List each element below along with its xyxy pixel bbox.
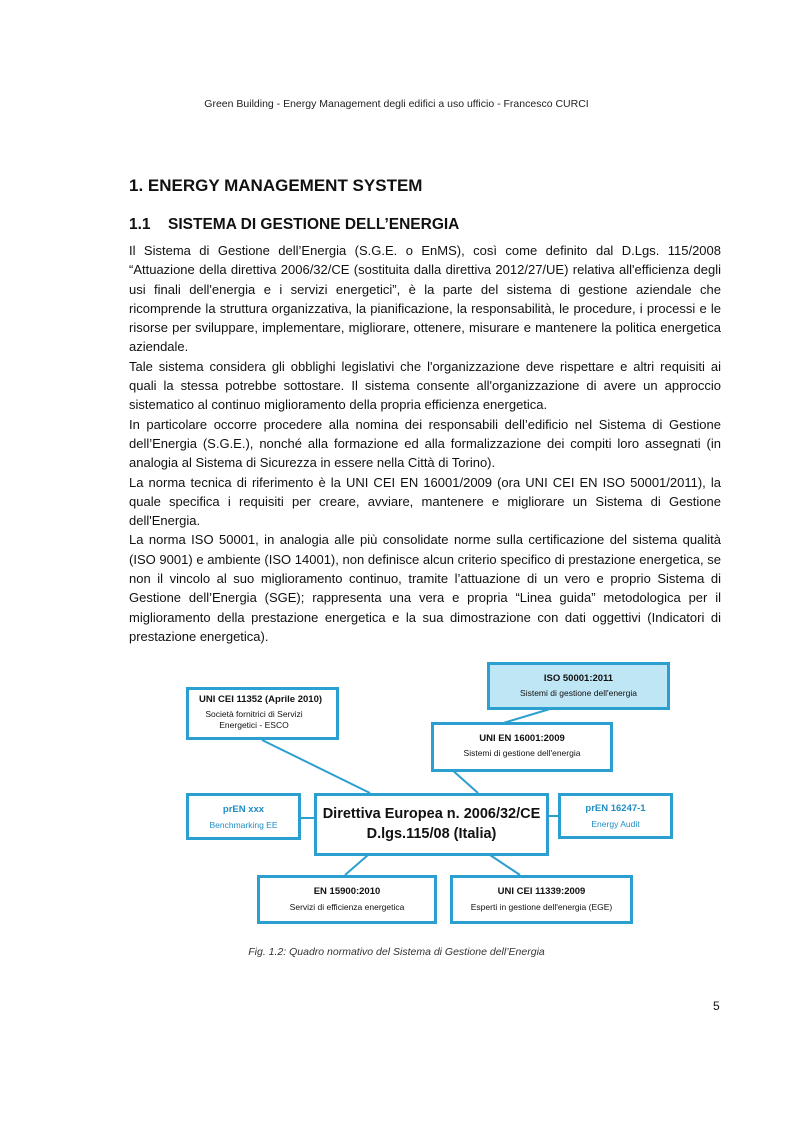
diagram-box-uni-cei-11352 bbox=[186, 687, 339, 740]
section-title-text: SISTEMA DI GESTIONE DELL’ENERGIA bbox=[168, 216, 460, 233]
page-header: Green Building - Energy Management degli edifici a uso ufficio - Francesco CURCI bbox=[204, 98, 589, 110]
connector-line bbox=[262, 740, 370, 793]
figure-caption: Fig. 1.2: Quadro normativo del Sistema di Gestione dell’Energia bbox=[248, 946, 545, 958]
body-text bbox=[129, 241, 721, 646]
diagram-box-uni-en-16001 bbox=[431, 722, 613, 772]
box-title: prEN 16247-1 bbox=[585, 803, 646, 814]
paragraph: Il Sistema di Gestione dell’Energia (S.G.E. o EnMS), così come definito dal D.Lgs. 115/2008 “Attuazione della direttiva 2006/32/CE (sostituita dalla direttiva 2012/27/UE) relativa all'efficienza degli usi finali dell'energia e i servizi energetici”, è la parte del sistema di gestione aziendale che ricomprende la struttura organizzativa, la pianificazione, la responsabilità, le procedure, i processi e le risorse per sviluppare, implementare, migliorare, ottenere, misurare e mantenere la politica energetica aziendale. bbox=[129, 243, 721, 355]
section-number: 1.1 bbox=[129, 216, 151, 233]
chapter-title: 1. ENERGY MANAGEMENT SYSTEM bbox=[129, 176, 423, 195]
box-subtitle: D.lgs.115/08 (Italia) bbox=[366, 826, 497, 842]
paragraph: La norma tecnica di riferimento è la UNI CEI EN 16001/2009 (ora UNI CEI EN ISO 50001/2011), la quale specifica i requisiti per creare, avviare, mantenere e migliorare un Sistema di Gestione dell'Energia. bbox=[129, 474, 721, 529]
connector-line bbox=[345, 855, 368, 875]
box-title: prEN xxx bbox=[222, 804, 265, 815]
diagram-box-pren-xxx bbox=[186, 793, 301, 840]
box-subtitle: Servizi di efficienza energetica bbox=[289, 902, 405, 912]
diagram-box-iso50001 bbox=[487, 662, 670, 710]
box-subtitle: Sistemi di gestione dell'energia bbox=[463, 748, 581, 758]
diagram-box-uni-cei-11339 bbox=[450, 875, 633, 924]
box-title: EN 15900:2010 bbox=[313, 886, 381, 897]
paragraph: Tale sistema considera gli obblighi legislativi che l'organizzazione deve rispettare e altri requisiti ai quali la stessa potrebbe sottostare. Il sistema consente all'organizzazione di avere un approccio sistematico al continuo miglioramento della propria efficienza energetica. bbox=[129, 358, 721, 413]
box-subtitle: Benchmarking EE bbox=[209, 820, 278, 830]
paragraph: In particolare occorre procedere alla nomina dei responsabili dell’edificio nel Sistema di Gestione dell’Energia (S.G.E.), nonché alla formazione ed alla formalizzazione dei compiti loro assegnati (in analogia al Sistema di Sicurezza in essere nella Città di Torino). bbox=[129, 416, 721, 471]
paragraph: La norma ISO 50001, in analogia alle più consolidate norme sulla certificazione del sistema qualità (ISO 9001) e ambiente (ISO 14001), non definisce alcun criterio specifico di prestazione energetica, se non il vincolo al suo miglioramento continuo, tramite l’attuazione di un vero e proprio Sistema di Gestione dell’Energia (SGE); rappresenta una vera e propria “Linea guida” metodologica per il miglioramento della prestazione energetica e la sua dimostrazione con dati oggettivi (Indicatori di prestazione energetica). bbox=[129, 532, 721, 644]
box-subtitle: Energy Audit bbox=[591, 819, 640, 829]
box-title: UNI EN 16001:2009 bbox=[479, 733, 565, 744]
box-title: Direttiva Europea n. 2006/32/CE bbox=[322, 806, 541, 822]
diagram-box-pren-16247 bbox=[558, 793, 673, 839]
page-number: 5 bbox=[713, 999, 720, 1013]
diagram-box-direttiva bbox=[314, 793, 549, 856]
section-title bbox=[129, 216, 459, 234]
box-title: UNI CEI 11352 (Aprile 2010) bbox=[199, 694, 323, 705]
box-subtitle: Società fornitrici di Servizi Energetici - ESCO bbox=[205, 709, 303, 730]
box-subtitle: Esperti in gestione dell'energia (EGE) bbox=[470, 902, 613, 912]
box-title: UNI CEI 11339:2009 bbox=[497, 886, 586, 897]
box-title: ISO 50001:2011 bbox=[543, 673, 614, 684]
connector-line bbox=[490, 855, 520, 875]
diagram-box-en-15900 bbox=[257, 875, 437, 924]
box-subtitle: Sistemi di gestione dell'energia bbox=[520, 688, 637, 698]
